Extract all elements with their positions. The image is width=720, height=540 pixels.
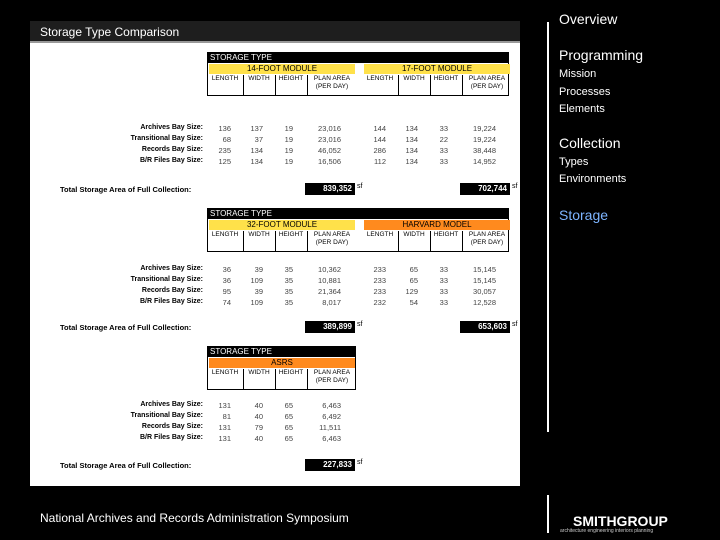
column-divider — [243, 75, 244, 95]
cell-value: 36 — [222, 276, 231, 285]
unit-label: sf — [357, 183, 363, 190]
cell-value: 286 — [373, 146, 386, 155]
sidebar-divider — [547, 22, 549, 432]
storage-type-table — [207, 346, 356, 390]
cell-value: 11,511 — [319, 423, 341, 432]
cell-value: 233 — [373, 287, 386, 296]
cell-value: 233 — [373, 276, 386, 285]
total-value: 227,833 — [305, 459, 355, 471]
cell-value: 8,017 — [322, 298, 341, 307]
row-label: Records Bay Size: — [141, 423, 203, 430]
smithgroup-logo: SMITHGROUP — [573, 513, 668, 529]
cell-value: 54 — [409, 298, 418, 307]
column-header: PLAN AREA (PER DAY) — [313, 231, 351, 246]
cell-value: 33 — [439, 276, 448, 285]
cell-value: 15,145 — [473, 265, 496, 274]
column-header: HEIGHT — [278, 369, 304, 376]
row-label: Transitional Bay Size: — [130, 135, 203, 142]
cell-value: 46,052 — [318, 146, 341, 155]
cell-value: 144 — [373, 135, 386, 144]
cell-value: 19,224 — [473, 124, 496, 133]
cell-value: 134 — [405, 146, 418, 155]
column-header: PLAN AREA (PER DAY) — [468, 75, 506, 90]
cell-value: 38,448 — [473, 146, 496, 155]
column-header: WIDTH — [403, 75, 425, 82]
cell-value: 134 — [250, 157, 263, 166]
cell-value: 36 — [222, 265, 231, 274]
panel-title: Storage Type Comparison — [30, 21, 520, 43]
row-label: B/R Files Bay Size: — [139, 434, 203, 441]
row-label: Archives Bay Size: — [140, 124, 203, 131]
unit-label: sf — [512, 321, 518, 328]
footer-text: National Archives and Records Administration Symposium — [40, 511, 349, 525]
column-divider — [243, 369, 244, 389]
cell-value: 134 — [405, 157, 418, 166]
column-header: PLAN AREA (PER DAY) — [313, 369, 351, 384]
module-name: ASRS — [209, 358, 355, 368]
column-header: HEIGHT — [278, 231, 304, 238]
module-name: HARVARD MODEL — [364, 220, 510, 230]
cell-value: 235 — [218, 146, 231, 155]
column-divider — [275, 369, 276, 389]
column-header: LENGTH — [211, 75, 239, 82]
total-label: Total Storage Area of Full Collection: — [60, 461, 192, 470]
cell-value: 33 — [439, 298, 448, 307]
column-header: LENGTH — [366, 231, 394, 238]
module-name: 17-FOOT MODULE — [364, 64, 510, 74]
cell-value: 68 — [222, 135, 231, 144]
cell-value: 144 — [373, 124, 386, 133]
cell-value: 19 — [284, 157, 293, 166]
total-value: 389,899 — [305, 321, 355, 333]
cell-value: 35 — [284, 265, 293, 274]
cell-value: 131 — [218, 423, 231, 432]
column-header: WIDTH — [248, 75, 270, 82]
content-panel — [30, 21, 520, 486]
cell-value: 79 — [254, 423, 263, 432]
column-header: WIDTH — [403, 231, 425, 238]
cell-value: 35 — [284, 287, 293, 296]
cell-value: 10,362 — [318, 265, 341, 274]
nav-storage[interactable]: Storage — [559, 207, 609, 223]
column-header: LENGTH — [211, 231, 239, 238]
cell-value: 37 — [254, 135, 263, 144]
cell-value: 30,057 — [473, 287, 496, 296]
cell-value: 33 — [439, 265, 448, 274]
nav-mission[interactable]: Mission — [559, 68, 597, 80]
cell-value: 109 — [250, 298, 263, 307]
cell-value: 33 — [439, 146, 448, 155]
row-label: Records Bay Size: — [141, 287, 203, 294]
nav-overview[interactable]: Overview — [559, 11, 618, 27]
cell-value: 35 — [284, 276, 293, 285]
row-label: B/R Files Bay Size: — [139, 157, 203, 164]
column-header: HEIGHT — [433, 231, 459, 238]
total-value: 839,352 — [305, 183, 355, 195]
cell-value: 134 — [405, 135, 418, 144]
footer-divider — [547, 495, 549, 533]
cell-value: 134 — [405, 124, 418, 133]
nav-elements[interactable]: Elements — [559, 103, 605, 115]
column-divider — [462, 231, 463, 251]
cell-value: 129 — [405, 287, 418, 296]
cell-value: 15,145 — [473, 276, 496, 285]
storage-type-header: STORAGE TYPE — [208, 347, 355, 357]
cell-value: 6,463 — [322, 434, 341, 443]
cell-value: 74 — [222, 298, 231, 307]
cell-value: 125 — [218, 157, 231, 166]
cell-value: 112 — [374, 157, 386, 166]
column-header: HEIGHT — [278, 75, 304, 82]
cell-value: 23,016 — [318, 124, 341, 133]
cell-value: 33 — [439, 124, 448, 133]
storage-type-header: STORAGE TYPE — [208, 209, 508, 219]
column-header: HEIGHT — [433, 75, 459, 82]
cell-value: 39 — [254, 265, 263, 274]
cell-value: 131 — [218, 434, 231, 443]
column-divider — [275, 231, 276, 251]
cell-value: 109 — [250, 276, 263, 285]
cell-value: 14,952 — [473, 157, 496, 166]
column-divider — [398, 75, 399, 95]
column-divider — [275, 75, 276, 95]
unit-label: sf — [357, 321, 363, 328]
cell-value: 6,463 — [322, 401, 341, 410]
cell-value: 65 — [284, 434, 293, 443]
column-divider — [307, 231, 308, 251]
module-name: 32-FOOT MODULE — [209, 220, 355, 230]
column-divider — [307, 369, 308, 389]
column-header: PLAN AREA (PER DAY) — [468, 231, 506, 246]
module-name: 14-FOOT MODULE — [209, 64, 355, 74]
cell-value: 65 — [409, 276, 418, 285]
cell-value: 40 — [254, 401, 263, 410]
column-divider — [430, 75, 431, 95]
unit-label: sf — [512, 183, 518, 190]
total-value: 653,603 — [460, 321, 510, 333]
cell-value: 19 — [284, 146, 293, 155]
nav-environments[interactable]: Environments — [559, 173, 627, 185]
row-label: Archives Bay Size: — [140, 401, 203, 408]
column-header: LENGTH — [366, 75, 394, 82]
column-divider — [243, 231, 244, 251]
logo-tagline: architecture engineering interiors planning — [560, 528, 654, 534]
storage-type-table — [207, 52, 509, 96]
column-divider — [398, 231, 399, 251]
nav-types[interactable]: Types — [559, 156, 589, 168]
cell-value: 81 — [222, 412, 231, 421]
total-value: 702,744 — [460, 183, 510, 195]
cell-value: 10,881 — [318, 276, 341, 285]
column-header: WIDTH — [248, 231, 270, 238]
total-label: Total Storage Area of Full Collection: — [60, 323, 192, 332]
cell-value: 12,528 — [473, 298, 496, 307]
column-divider — [462, 75, 463, 95]
nav-collection[interactable]: Collection — [559, 135, 621, 151]
column-divider — [307, 75, 308, 95]
column-header: WIDTH — [248, 369, 270, 376]
cell-value: 233 — [373, 265, 386, 274]
cell-value: 65 — [284, 412, 293, 421]
cell-value: 19 — [284, 135, 293, 144]
cell-value: 33 — [439, 157, 448, 166]
nav-programming[interactable]: Programming — [559, 47, 644, 63]
row-label: Records Bay Size: — [141, 146, 203, 153]
unit-label: sf — [357, 459, 363, 466]
column-header: LENGTH — [211, 369, 239, 376]
row-label: Transitional Bay Size: — [130, 276, 203, 283]
cell-value: 137 — [250, 124, 263, 133]
cell-value: 65 — [284, 423, 293, 432]
column-header: PLAN AREA (PER DAY) — [313, 75, 351, 90]
row-label: B/R Files Bay Size: — [139, 298, 203, 305]
cell-value: 232 — [373, 298, 386, 307]
storage-type-table — [207, 208, 509, 252]
cell-value: 136 — [218, 124, 231, 133]
cell-value: 22 — [439, 135, 448, 144]
cell-value: 40 — [254, 434, 263, 443]
nav-processes[interactable]: Processes — [559, 86, 611, 98]
cell-value: 19 — [284, 124, 293, 133]
cell-value: 35 — [284, 298, 293, 307]
row-label: Transitional Bay Size: — [130, 412, 203, 419]
cell-value: 95 — [222, 287, 231, 296]
cell-value: 134 — [250, 146, 263, 155]
cell-value: 65 — [409, 265, 418, 274]
cell-value: 23,016 — [318, 135, 341, 144]
cell-value: 40 — [254, 412, 263, 421]
row-label: Archives Bay Size: — [140, 265, 203, 272]
cell-value: 19,224 — [473, 135, 496, 144]
cell-value: 39 — [254, 287, 263, 296]
total-label: Total Storage Area of Full Collection: — [60, 185, 192, 194]
cell-value: 16,506 — [318, 157, 341, 166]
cell-value: 21,364 — [318, 287, 341, 296]
column-divider — [430, 231, 431, 251]
cell-value: 33 — [439, 287, 448, 296]
cell-value: 65 — [284, 401, 293, 410]
storage-type-header: STORAGE TYPE — [208, 53, 508, 63]
cell-value: 6,492 — [322, 412, 341, 421]
cell-value: 131 — [218, 401, 231, 410]
